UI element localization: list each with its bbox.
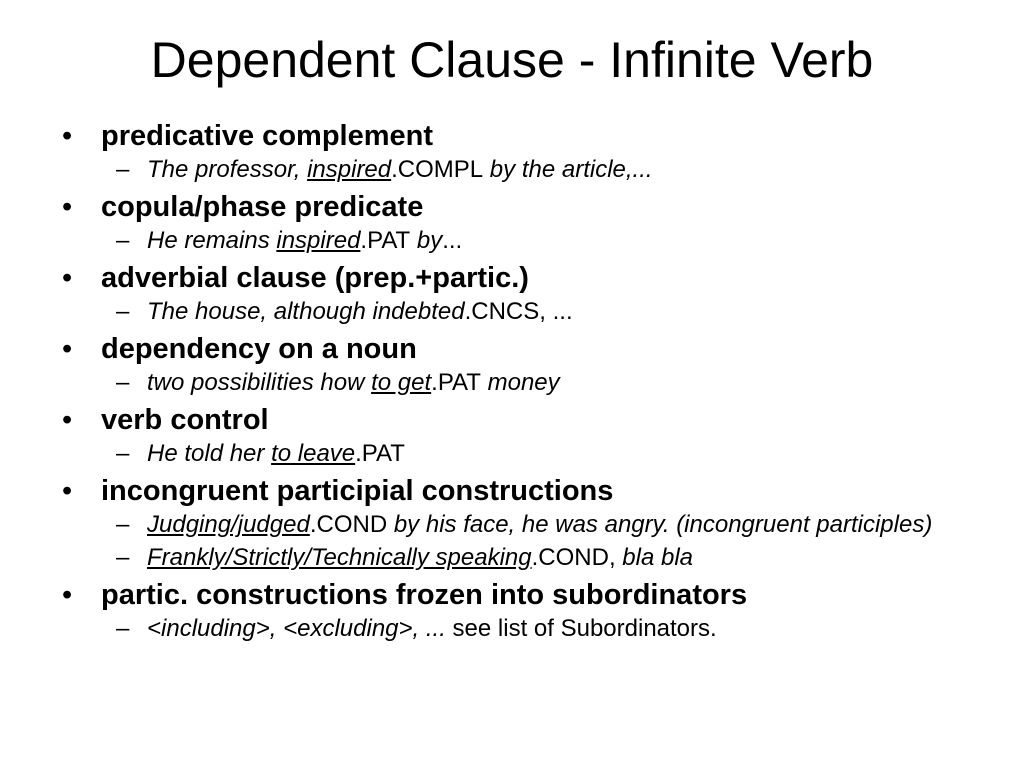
example-text: .COMPL	[391, 156, 484, 183]
example-text: bla bla	[622, 544, 694, 571]
example-text: Judging/judged	[147, 511, 310, 538]
example-text: to leave	[271, 440, 356, 467]
sub-bullet-item	[56, 440, 976, 467]
example-text: .CNCS, ...	[464, 298, 573, 325]
example-text: .PAT	[360, 227, 411, 254]
dash-icon: –	[116, 544, 130, 571]
bullet-heading: adverbial clause (prep.+partic.)	[101, 262, 529, 294]
sub-bullet-item	[56, 369, 976, 396]
example-text: by his face, he was angry. (incongruent participles)	[387, 511, 933, 538]
example-text: He told her	[147, 440, 272, 467]
example-text: two possibilities how	[147, 369, 372, 396]
sub-bullet-item	[56, 511, 976, 538]
dash-icon: –	[116, 156, 130, 183]
dash-icon: –	[116, 511, 130, 538]
bullet-item	[56, 331, 976, 367]
sub-bullet-item	[56, 544, 976, 571]
example-text: Frankly/Strictly/Technically speaking	[147, 544, 532, 571]
bullet-item	[56, 189, 976, 225]
dash-icon: –	[116, 615, 130, 642]
example-text: money	[480, 369, 560, 396]
bullet-heading: verb control	[101, 404, 269, 436]
dash-icon: –	[116, 298, 130, 325]
dash-icon: –	[116, 227, 130, 254]
bullet-dot-icon: •	[62, 333, 73, 365]
example-text: .PAT	[431, 369, 481, 396]
bullet-item	[56, 577, 976, 613]
bullet-dot-icon: •	[62, 191, 73, 223]
bullet-item	[56, 118, 976, 154]
example-text: by	[410, 227, 443, 254]
bullet-item	[56, 402, 976, 438]
example-text: The professor,	[147, 156, 308, 183]
bullet-dot-icon: •	[62, 579, 73, 611]
sub-bullet-item	[56, 615, 976, 642]
example-text: <including>, <excluding>, ...	[147, 615, 446, 642]
bullet-item	[56, 260, 976, 296]
example-text: to get	[371, 369, 432, 396]
example-text: The house, although indebted	[147, 298, 465, 325]
example-text: .PAT	[355, 440, 405, 467]
example-text: ...	[442, 227, 463, 254]
example-text: inspired	[276, 227, 361, 254]
bullet-heading: predicative complement	[101, 120, 433, 152]
example-text: inspired	[307, 156, 392, 183]
sub-bullet-item	[56, 298, 976, 325]
example-text: .COND	[309, 511, 388, 538]
bullet-dot-icon: •	[62, 475, 73, 507]
bullet-heading: dependency on a noun	[101, 333, 417, 365]
bullet-dot-icon: •	[62, 120, 73, 152]
sub-bullet-item	[56, 156, 976, 183]
bullet-heading: partic. constructions frozen into subordinators	[101, 579, 748, 611]
bullet-heading: copula/phase predicate	[101, 191, 424, 223]
example-text: see list of Subordinators.	[445, 615, 717, 642]
dash-icon: –	[116, 440, 130, 467]
example-text: He remains	[147, 227, 277, 254]
dash-icon: –	[116, 369, 130, 396]
bullet-dot-icon: •	[62, 404, 73, 436]
bullet-item	[56, 473, 976, 509]
sub-bullet-item	[56, 227, 976, 254]
example-text: .COND,	[531, 544, 623, 571]
slide-title: Dependent Clause - Infinite Verb	[150, 32, 874, 88]
bullet-dot-icon: •	[62, 262, 73, 294]
example-text: by the article,...	[483, 156, 653, 183]
bullet-heading: incongruent participial constructions	[101, 475, 614, 507]
bullet-list	[56, 118, 976, 648]
